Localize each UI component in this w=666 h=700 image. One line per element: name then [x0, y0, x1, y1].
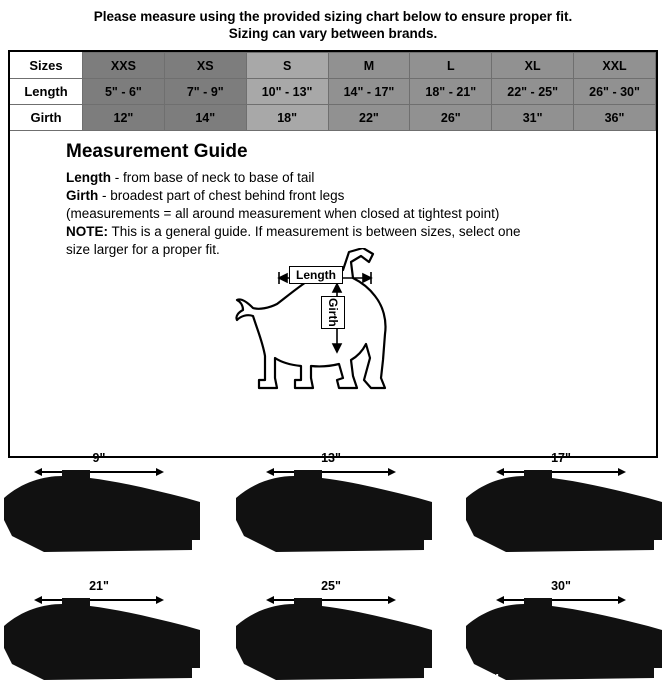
guide-girth-label: Girth — [66, 188, 99, 203]
length-arrow-left — [279, 274, 287, 282]
coat-cell-l — [4, 580, 212, 698]
table-cell-length-xl: 22" - 25" — [492, 79, 574, 105]
dog-measurement-diagram — [225, 248, 455, 393]
page-title — [0, 0, 666, 46]
coat-shape-xs-icon — [4, 468, 204, 568]
row-label-length: Length — [10, 79, 83, 105]
row-label-sizes: Sizes — [10, 53, 83, 79]
measurement-guide — [10, 131, 656, 258]
coat-cell-xs — [4, 452, 212, 570]
table-cell-girth-l: 26" — [410, 105, 492, 131]
table-cell-girth-xxl: 36" — [574, 105, 656, 131]
page-title-line2: Sizing can vary between brands. — [228, 26, 438, 41]
coat-dimension-xxl: 30" — [551, 579, 571, 593]
table-cell-length-xs: 7" - 9" — [164, 79, 246, 105]
table-cell-size-xxl: XXL — [574, 53, 656, 79]
guide-girth-text: - broadest part of chest behind front legs — [98, 188, 345, 203]
coat-dimension-xs: 9" — [92, 451, 106, 465]
length-arrow-right — [363, 274, 371, 282]
coat-cell-m — [466, 452, 666, 570]
coat-size-label-l: L — [16, 671, 24, 686]
coat-shape-xl-icon — [236, 596, 436, 696]
guide-girth-line — [66, 187, 656, 204]
sizing-card — [8, 50, 658, 458]
table-cell-girth-s: 18" — [246, 105, 328, 131]
guide-note-label: NOTE: — [66, 224, 108, 239]
diagram-length-label: Length — [289, 266, 343, 284]
table-cell-length-s: 10" - 13" — [246, 79, 328, 105]
table-cell-girth-m: 22" — [328, 105, 410, 131]
table-cell-length-xxl: 26" - 30" — [574, 79, 656, 105]
coat-silhouette-grid — [0, 452, 666, 700]
table-cell-length-m: 14" - 17" — [328, 79, 410, 105]
row-label-girth: Girth — [10, 105, 83, 131]
coat-size-label-xxl: XXL — [478, 671, 504, 686]
coat-size-label-m: M — [478, 543, 489, 558]
table-row-girth — [10, 105, 656, 131]
table-cell-length-l: 18" - 21" — [410, 79, 492, 105]
size-chart-table — [10, 52, 656, 131]
guide-note-line2: size larger for a proper fit. — [66, 242, 220, 257]
table-cell-length-xxs: 5" - 6" — [83, 79, 165, 105]
table-cell-size-m: M — [328, 53, 410, 79]
guide-length-text: - from base of neck to base of tail — [111, 170, 315, 185]
coat-dimension-m-wrap — [496, 452, 626, 465]
coat-dimension-l: 21" — [89, 579, 109, 593]
coat-dimension-m: 17" — [551, 451, 571, 465]
page-title-line1: Please measure using the provided sizing chart below to ensure proper fit. — [93, 9, 573, 24]
coat-cell-xl — [236, 580, 444, 698]
table-cell-size-l: L — [410, 53, 492, 79]
coat-dimension-xl: 25" — [321, 579, 341, 593]
coat-shape-s-icon — [236, 468, 436, 568]
measurement-guide-title: Measurement Guide — [66, 141, 248, 162]
coat-dimension-l-wrap — [34, 580, 164, 593]
coat-dimension-xs-wrap — [34, 452, 164, 465]
table-cell-size-xxs: XXS — [83, 53, 165, 79]
table-cell-size-s: S — [246, 53, 328, 79]
coat-size-label-xs: XS — [16, 543, 34, 558]
guide-note-line — [66, 223, 656, 240]
girth-arrow-bottom — [333, 344, 341, 352]
table-cell-girth-xs: 14" — [164, 105, 246, 131]
coat-shape-m-icon — [466, 468, 666, 568]
coat-size-label-s: S — [248, 543, 257, 558]
coat-dimension-s-wrap — [266, 452, 396, 465]
coat-dimension-s: 13" — [321, 451, 341, 465]
table-cell-girth-xl: 31" — [492, 105, 574, 131]
coat-shape-l-icon — [4, 596, 204, 696]
table-cell-size-xl: XL — [492, 53, 574, 79]
table-cell-girth-xxs: 12" — [83, 105, 165, 131]
girth-arrow-top — [333, 284, 341, 292]
guide-length-label: Length — [66, 170, 111, 185]
table-row-sizes — [10, 53, 656, 79]
coat-dimension-xl-wrap — [266, 580, 396, 593]
table-row-length — [10, 79, 656, 105]
coat-cell-s — [236, 452, 444, 570]
table-cell-size-xs: XS — [164, 53, 246, 79]
coat-dimension-xxl-wrap — [496, 580, 626, 593]
diagram-girth-label: Girth — [321, 296, 345, 329]
guide-note-text: This is a general guide. If measurement is between sizes, select one — [108, 224, 521, 239]
coat-cell-xxl — [466, 580, 666, 698]
coat-size-label-xl: XL — [248, 671, 265, 686]
guide-length-line — [66, 169, 656, 186]
guide-paren-line: (measurements = all around measurement when closed at tightest point) — [66, 206, 500, 221]
